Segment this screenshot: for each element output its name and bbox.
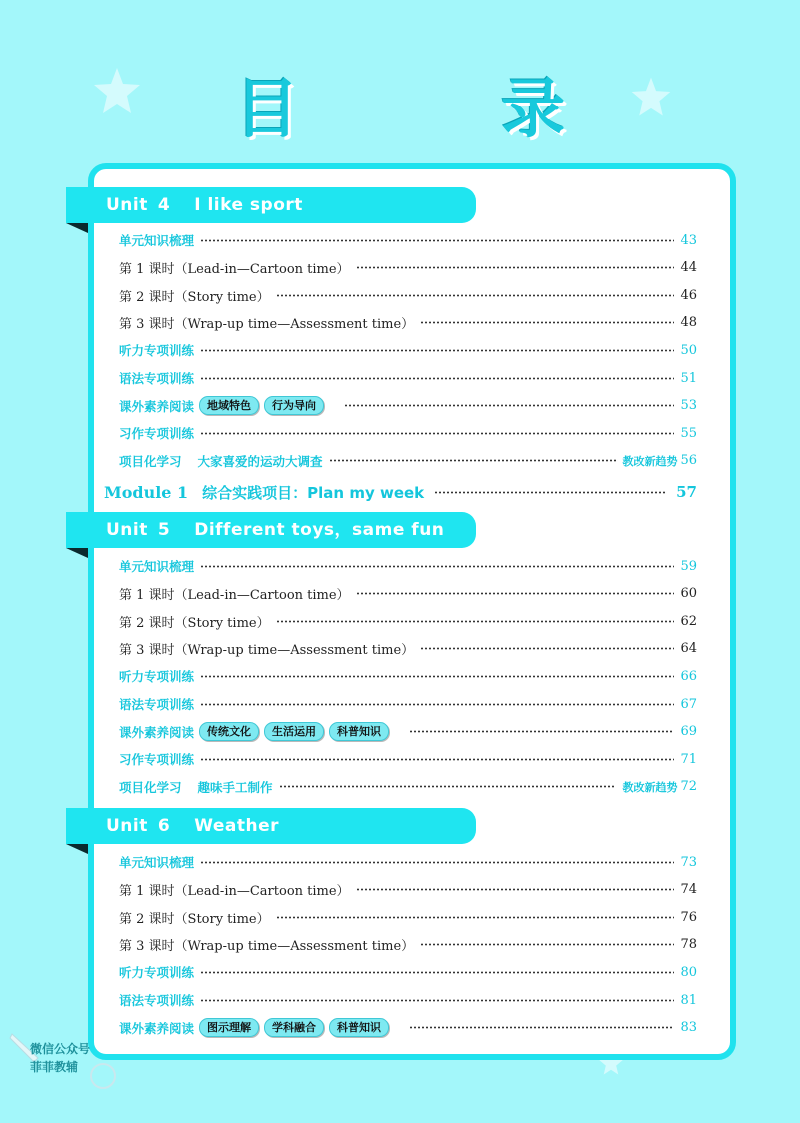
module-page-number: 57	[676, 483, 697, 501]
toc-entry[interactable]	[119, 583, 697, 605]
module-label	[104, 482, 424, 503]
toc-entry[interactable]	[119, 776, 697, 798]
leader-dots	[344, 404, 674, 407]
unit-title: Weather	[194, 816, 280, 836]
leader-dots	[356, 592, 675, 595]
leader-dots	[356, 266, 675, 269]
toc-entry[interactable]	[119, 312, 697, 334]
entry-note: 教改新趋势	[622, 454, 678, 468]
toc-entry[interactable]	[119, 721, 697, 743]
entry-page-number: 60	[680, 586, 697, 602]
leader-dots	[276, 294, 675, 297]
entry-page-number: 62	[680, 613, 697, 629]
entry-page-number: 64	[680, 641, 697, 657]
entry-label: 语法专项训练	[119, 371, 195, 386]
entry-page-number: 44	[680, 260, 697, 276]
topic-tag: 科普知识	[329, 722, 389, 741]
unit-number: 5	[157, 520, 171, 540]
toc-entry[interactable]	[119, 610, 697, 632]
entry-label: 听力专项训练	[119, 343, 195, 359]
module-number: Module 1	[104, 482, 189, 502]
toc-entry[interactable]	[119, 989, 697, 1011]
entry-page-number: 72	[680, 779, 697, 795]
watermark-line-1: 微信公众号	[30, 1042, 91, 1056]
topic-tag: 地域特色	[199, 396, 259, 415]
unit-banner-4[interactable]	[66, 187, 476, 223]
module-row[interactable]	[104, 480, 697, 504]
unit-title: I like sport	[194, 195, 303, 215]
entry-page-number: 56	[680, 453, 697, 469]
toc-entry[interactable]	[119, 934, 697, 956]
toc-entry[interactable]	[119, 1017, 697, 1039]
topic-tag: 学科融合	[264, 1018, 324, 1037]
toc-entry[interactable]	[119, 422, 697, 444]
toc-entry[interactable]	[119, 229, 697, 251]
toc-entry[interactable]	[119, 851, 697, 873]
entry-label: 第 1 课时（Lead-in—Cartoon time）	[119, 588, 350, 604]
toc-entry[interactable]	[119, 339, 697, 361]
page-title: 目 录	[234, 73, 656, 147]
entry-label: 项目化学习	[119, 779, 182, 795]
leader-dots	[200, 565, 674, 568]
toc-entry[interactable]	[119, 693, 697, 715]
entry-page-number: 69	[680, 724, 697, 740]
entry-label: 课外素养阅读	[119, 1020, 195, 1036]
unit-title: Different toys，same fun	[194, 520, 445, 540]
unit-label: Unit	[106, 195, 148, 215]
leader-dots	[200, 971, 674, 974]
leader-dots	[200, 432, 674, 435]
unit-banner-5[interactable]	[66, 512, 476, 548]
entry-page-number: 53	[680, 398, 697, 414]
toc-entry[interactable]	[119, 665, 697, 687]
entry-label: 习作专项训练	[119, 752, 195, 768]
unit-number: 4	[157, 195, 171, 215]
unit-number: 6	[157, 816, 171, 836]
entry-label: 语法专项训练	[119, 993, 195, 1008]
entry-label: 第 2 课时（Story time）	[119, 911, 270, 927]
leader-dots	[200, 239, 674, 242]
leader-dots	[409, 730, 674, 733]
entry-page-number: 71	[680, 751, 697, 767]
leader-dots	[276, 916, 675, 919]
leader-dots	[329, 459, 617, 462]
toc-entry[interactable]	[119, 879, 697, 901]
entry-label: 第 2 课时（Story time）	[119, 615, 270, 631]
entry-page-number: 59	[680, 558, 697, 574]
entry-page-number: 50	[680, 342, 697, 358]
entry-label: 第 2 课时（Story time）	[119, 289, 270, 305]
entry-label: 听力专项训练	[119, 965, 195, 981]
entry-page-number: 83	[680, 1020, 697, 1036]
watermark-line-2: 菲菲教辅	[30, 1060, 79, 1074]
unit-label: Unit	[106, 816, 148, 836]
leader-dots	[420, 647, 674, 650]
watermark	[8, 1030, 118, 1090]
toc-entry[interactable]	[119, 748, 697, 770]
entry-page-number: 80	[680, 964, 697, 980]
entry-subtitle: 趣味手工制作	[197, 779, 273, 795]
leader-dots	[200, 349, 674, 352]
unit-banner-6[interactable]	[66, 808, 476, 844]
module-title: 综合实践项目：Plan my week	[202, 483, 425, 502]
entry-page-number: 73	[680, 854, 697, 870]
entry-label: 第 3 课时（Wrap-up time—Assessment time）	[119, 939, 415, 955]
entry-page-number: 76	[680, 909, 697, 925]
leader-dots	[279, 785, 617, 788]
entry-label: 课外素养阅读	[119, 398, 195, 414]
entry-label: 第 1 课时（Lead-in—Cartoon time）	[119, 262, 350, 278]
entry-label: 第 3 课时（Wrap-up time—Assessment time）	[119, 643, 415, 659]
entry-page-number: 74	[680, 882, 697, 898]
entry-label: 语法专项训练	[119, 697, 195, 712]
topic-tag: 生活运用	[264, 722, 324, 741]
entry-page-number: 51	[680, 370, 697, 386]
toc-entry[interactable]	[119, 961, 697, 983]
leader-dots	[434, 491, 666, 494]
leader-dots	[200, 675, 674, 678]
entry-label: 项目化学习	[119, 453, 182, 469]
entry-label: 听力专项训练	[119, 669, 195, 685]
entry-label: 第 1 课时（Lead-in—Cartoon time）	[119, 884, 350, 900]
banner-fold	[66, 223, 88, 233]
leader-dots	[409, 1026, 674, 1029]
banner-fold	[66, 548, 88, 558]
leader-dots	[200, 703, 674, 706]
leader-dots	[276, 620, 675, 623]
entry-page-number: 67	[680, 696, 697, 712]
leader-dots	[420, 943, 674, 946]
entry-subtitle: 大家喜爱的运动大调查	[197, 453, 323, 469]
topic-tag: 行为导向	[264, 396, 324, 415]
entry-page-number: 46	[680, 287, 697, 303]
entry-label: 第 3 课时（Wrap-up time—Assessment time）	[119, 317, 415, 333]
entry-page-number: 48	[680, 315, 697, 331]
leader-dots	[200, 377, 674, 380]
leader-dots	[200, 861, 674, 864]
entry-label: 单元知识梳理	[119, 559, 195, 574]
entry-page-number: 55	[680, 425, 697, 441]
leader-dots	[200, 999, 674, 1002]
leader-dots	[200, 758, 674, 761]
topic-tag: 图示理解	[199, 1018, 259, 1037]
toc-entry[interactable]	[119, 450, 697, 472]
entry-note: 教改新趋势	[622, 780, 678, 794]
entry-label: 单元知识梳理	[119, 855, 195, 870]
topic-tag: 科普知识	[329, 1018, 389, 1037]
entry-label: 单元知识梳理	[119, 233, 195, 248]
toc-entry[interactable]	[119, 555, 697, 577]
entry-page-number: 43	[680, 232, 697, 248]
banner-fold	[66, 844, 88, 854]
entry-page-number: 66	[680, 668, 697, 684]
entry-label: 习作专项训练	[119, 426, 195, 442]
toc-entry[interactable]	[119, 395, 697, 417]
leader-dots	[420, 321, 674, 324]
toc-entry[interactable]	[119, 367, 697, 389]
entry-page-number: 78	[680, 937, 697, 953]
toc-entry[interactable]	[119, 284, 697, 306]
entry-label: 课外素养阅读	[119, 724, 195, 740]
topic-tag: 传统文化	[199, 722, 259, 741]
leader-dots	[356, 888, 675, 891]
unit-label: Unit	[106, 520, 148, 540]
toc-entry[interactable]	[119, 257, 697, 279]
entry-page-number: 81	[680, 992, 697, 1008]
toc-entry[interactable]	[119, 906, 697, 928]
toc-entry[interactable]	[119, 638, 697, 660]
